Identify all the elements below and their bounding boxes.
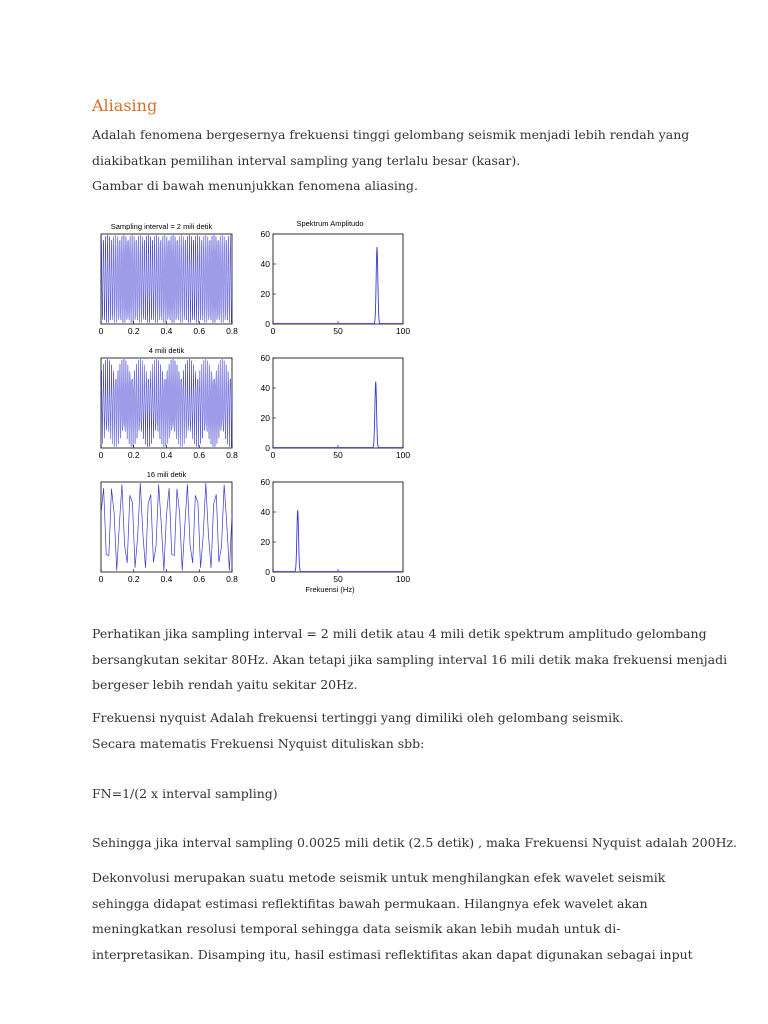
x-tick-label: 0 bbox=[98, 450, 104, 460]
x-tick-label: 0.8 bbox=[226, 326, 238, 336]
spectrum-panel bbox=[273, 482, 403, 572]
x-tick-label: 0 bbox=[98, 574, 104, 584]
panel-title: Sampling interval = 2 mili detik bbox=[110, 222, 213, 231]
x-tick-label: 0 bbox=[98, 326, 104, 336]
aliasing-figure-svg bbox=[92, 212, 422, 597]
example-paragraph bbox=[92, 830, 738, 856]
plot-frame bbox=[101, 482, 232, 572]
panel-title: Spektrum Amplitudo bbox=[296, 219, 364, 228]
x-axis-label: Frekuensi (Hz) bbox=[305, 585, 355, 594]
text-line: Dekonvolusi merupakan suatu metode seismik untuk menghilangkan efek wavelet seismik bbox=[92, 870, 666, 885]
y-tick-label: 0 bbox=[265, 443, 270, 453]
text-line: Adalah fenomena bergesernya frekuensi tinggi gelombang seismik menjadi lebih rendah yang bbox=[92, 127, 690, 142]
intro-paragraph bbox=[92, 122, 692, 199]
observation-paragraph bbox=[92, 621, 728, 698]
section-heading: Aliasing bbox=[92, 96, 158, 115]
x-tick-label: 50 bbox=[333, 326, 343, 336]
plot-frame bbox=[273, 358, 403, 448]
panel-title: 4 mili detik bbox=[148, 346, 185, 355]
formula-text: FN=1/(2 x interval sampling) bbox=[92, 786, 278, 801]
text-line: Frekuensi nyquist Adalah frekuensi tertinggi yang dimiliki oleh gelombang seismik. bbox=[92, 710, 624, 725]
y-tick-label: 20 bbox=[260, 537, 270, 547]
text-line: diakibatkan pemilihan interval sampling yang terlalu besar (kasar). bbox=[92, 152, 521, 168]
x-tick-label: 0.2 bbox=[127, 326, 140, 336]
y-tick-label: 40 bbox=[260, 259, 270, 269]
text-line: sehingga didapat estimasi reflektifitas bawah permukaan. Hilangnya efek wavelet akan bbox=[92, 895, 648, 911]
text-line: bersangkutan sekitar 80Hz. Akan tetapi jika sampling interval 16 mili detik maka frekuensi menjadi bbox=[92, 651, 728, 667]
x-tick-label: 0 bbox=[270, 450, 276, 460]
x-tick-label: 100 bbox=[395, 450, 411, 460]
x-tick-label: 0.2 bbox=[127, 574, 140, 584]
spectrum-panel bbox=[273, 358, 403, 448]
text-line: bergeser lebih rendah yaitu sekitar 20Hz. bbox=[92, 677, 358, 692]
nyquist-formula bbox=[92, 781, 692, 807]
text-line: interpretasikan. Disamping itu, hasil estimasi reflektifitas akan dapat digunakan sebagai input bbox=[92, 946, 693, 962]
x-tick-label: 0.8 bbox=[226, 574, 238, 584]
y-tick-label: 0 bbox=[265, 567, 270, 577]
y-tick-label: 60 bbox=[260, 477, 270, 487]
y-tick-label: 40 bbox=[260, 507, 270, 517]
x-tick-label: 100 bbox=[395, 574, 411, 584]
text-line: Secara matematis Frekuensi Nyquist dituliskan sbb: bbox=[92, 735, 425, 751]
x-tick-label: 0.4 bbox=[160, 450, 173, 460]
x-tick-label: 100 bbox=[395, 326, 411, 336]
text-line: Perhatikan jika sampling interval = 2 mili detik atau 4 mili detik spektrum amplitudo gelombang bbox=[92, 626, 707, 641]
panel-title: 16 mili detik bbox=[146, 470, 187, 479]
x-tick-label: 0 bbox=[270, 574, 276, 584]
time-series-panel bbox=[101, 482, 232, 572]
deconvolution-paragraph bbox=[92, 865, 692, 967]
time-series-panel bbox=[101, 234, 232, 324]
x-tick-label: 50 bbox=[333, 450, 343, 460]
x-tick-label: 0.6 bbox=[193, 450, 206, 460]
y-tick-label: 40 bbox=[260, 383, 270, 393]
y-tick-label: 60 bbox=[260, 229, 270, 239]
text-line: Gambar di bawah menunjukkan fenomena aliasing. bbox=[92, 178, 418, 193]
x-tick-label: 0.6 bbox=[193, 326, 206, 336]
time-series-panel bbox=[101, 358, 232, 448]
y-tick-label: 20 bbox=[260, 289, 270, 299]
text-line: Sehingga jika interval sampling 0.0025 mili detik (2.5 detik) , maka Frekuensi Nyquist adalah 200Hz. bbox=[92, 835, 738, 850]
x-tick-label: 0 bbox=[270, 326, 276, 336]
y-tick-label: 0 bbox=[265, 319, 270, 329]
x-tick-label: 0.4 bbox=[160, 574, 173, 584]
plot-frame bbox=[273, 234, 403, 324]
x-tick-label: 0.8 bbox=[226, 450, 238, 460]
y-tick-label: 60 bbox=[260, 353, 270, 363]
y-tick-label: 20 bbox=[260, 413, 270, 423]
aliasing-figure bbox=[92, 212, 422, 597]
x-tick-label: 0.6 bbox=[193, 574, 206, 584]
text-line: meningkatkan resolusi temporal sehingga data seismik akan lebih mudah untuk di- bbox=[92, 921, 621, 936]
plot-frame bbox=[273, 482, 403, 572]
nyquist-paragraph bbox=[92, 705, 692, 756]
spectrum-panel bbox=[273, 234, 403, 324]
x-tick-label: 0.2 bbox=[127, 450, 140, 460]
x-tick-label: 0.4 bbox=[160, 326, 173, 336]
x-tick-label: 50 bbox=[333, 574, 343, 584]
